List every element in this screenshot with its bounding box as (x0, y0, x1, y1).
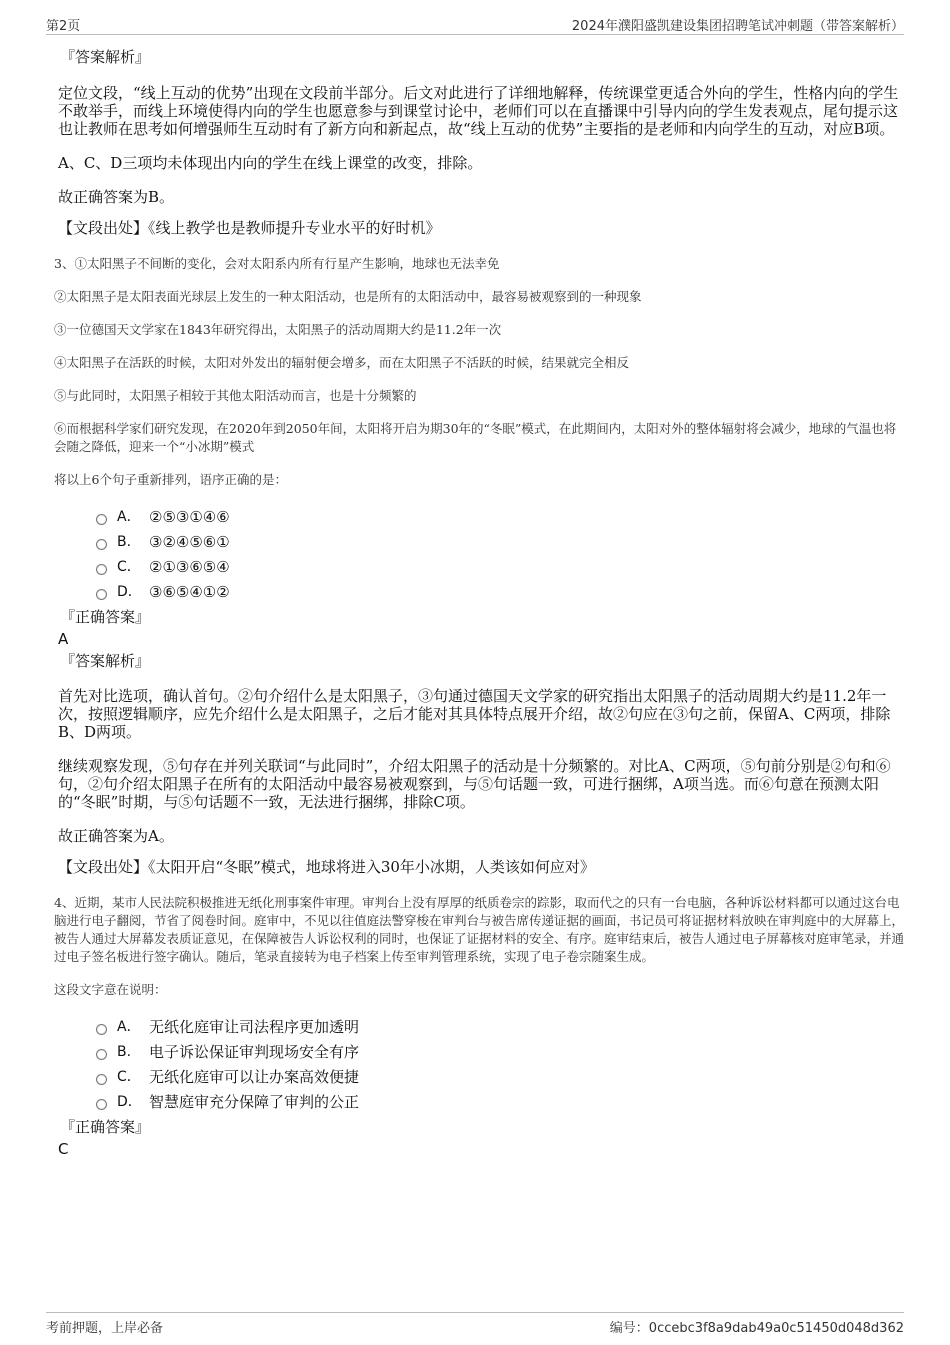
radio-icon[interactable] (96, 539, 107, 550)
option-text: ②①③⑥⑤④ (149, 558, 230, 576)
q2-analysis-p2: A、C、D三项均未体现出内向的学生在线上课堂的改变，排除。 (58, 154, 483, 172)
option-text: ②⑤③①④⑥ (149, 508, 230, 526)
radio-icon[interactable] (96, 1049, 107, 1060)
page-header (46, 12, 904, 35)
option-letter: A． (117, 1019, 141, 1035)
q3-analysis-p1: 首先对比选项，确认首句。②句介绍什么是太阳黑子，③句通过德国天文学家的研究指出太阳黑子的活动周期大约是11.2年一次，按照逻辑顺序，应先介绍什么是太阳黑子，之后才能对其具体特点展开介绍，故②句应在③句之前，保留A、C两项，排除B、D两项。 (58, 687, 891, 741)
option-letter: D． (117, 1094, 142, 1110)
q3-options (96, 505, 904, 605)
q3-source: 【文段出处】《太阳开启“冬眠”模式，地球将进入30年小冰期，人类该如何应对》 (58, 858, 595, 876)
q2-analysis-label: 『答案解析』 (60, 48, 151, 66)
q2-analysis-p3: 故正确答案为B。 (58, 188, 175, 206)
radio-icon[interactable] (96, 589, 107, 600)
q4-option-a[interactable] (96, 1015, 904, 1040)
option-text: 电子诉讼保证审判现场安全有序 (149, 1043, 360, 1061)
q3-sentence-6: ⑥而根据科学家们研究发现，在2020年到2050年间，太阳将开启为期30年的“冬眠”模式，在此期间内，太阳对外的整体辐射将会减少，地球的气温也将会随之降低，迎来一个“小冰期”模式 (54, 421, 897, 454)
q4-prompt: 这段文字意在说明： (54, 982, 167, 997)
document-title: 2024年濮阳盛凯建设集团招聘笔试冲刺题（带答案解析） (571, 19, 904, 34)
q4-option-d[interactable] (96, 1090, 904, 1115)
q3-answer-label: 『正确答案』 (60, 608, 151, 626)
q3-analysis-p2: 继续观察发现，⑤句存在并列关联词“与此同时”，介绍太阳黑子的活动是十分频繁的。对比A、C两项，⑤句前分别是②句和⑥句，②句介绍太阳黑子在所有的太阳活动中最容易被观察到，与⑤句话题一致，可进行捆绑，A项当选。而⑥句意在预测太阳的“冬眠”时期，与⑤句话题不一致，无法进行捆绑，排除C项。 (58, 757, 891, 811)
q3-sentence-5: ⑤与此同时，太阳黑子相较于其他太阳活动而言，也是十分频繁的 (54, 388, 417, 403)
q3-sentence-2: ②太阳黑子是太阳表面光球层上发生的一种太阳活动，也是所有的太阳活动中，最容易被观察到的一种现象 (54, 289, 642, 304)
option-text: ③⑥⑤④①② (149, 583, 230, 601)
option-letter: D． (117, 584, 142, 600)
q3-option-d[interactable] (96, 580, 904, 605)
q2-analysis-p1: 定位文段，“线上互动的优势”出现在文段前半部分。后文对此进行了详细地解释，传统课堂更适合外向的学生，性格内向的学生不敢举手，而线上环境使得内向的学生也愿意参与到课堂讨论中，老师们可以在直播课中引导内向的学生发表观点，尾句提示这也让教师在思考如何增强师生互动时有了新方向和新起点，故“线上互动的优势”主要指的是老师和内向学生的互动，对应B项。 (58, 84, 899, 138)
q3-analysis-p3: 故正确答案为A。 (58, 827, 174, 845)
q3-sentence-4: ④太阳黑子在活跃的时候，太阳对外发出的辐射便会增多，而在太阳黑子不活跃的时候，结果就完全相反 (54, 355, 630, 370)
radio-icon[interactable] (96, 1024, 107, 1035)
option-letter: B. (117, 534, 132, 550)
page-content (54, 44, 904, 1159)
option-letter: C． (117, 1069, 141, 1085)
option-letter: B. (117, 1044, 132, 1060)
q4-text: 4、近期，某市人民法院积极推进无纸化刑事案件审理。审判台上没有厚厚的纸质卷宗的踪影，取而代之的只有一台电脑，各种诉讼材料都可以通过这台电脑进行电子翻阅，节省了阅卷时间。庭审中，不见以往值庭法警穿梭在审判台与被告席传递证据的画面，书记员可将证据材料放映在审判庭中的大屏幕上，被告人通过大屏幕发表质证意见，在保障被告人诉讼权利的同时，也保证了证据材料的安全、有序。庭审结束后，被告人通过电子屏幕核对庭审笔录，并通过电子签名板进行签字确认。随后，笔录直接转为电子档案上传至审判管理系统，实现了电子卷宗随案生成。 (54, 895, 905, 964)
footer-slogan: 考前押题，上岸必备 (46, 1321, 164, 1336)
q3-option-b[interactable] (96, 530, 904, 555)
q3-option-c[interactable] (96, 555, 904, 580)
page-footer (46, 1312, 904, 1337)
option-text: 智慧庭审充分保障了审判的公正 (149, 1093, 360, 1111)
q3-sentence-3: ③一位德国天文学家在1843年研究得出，太阳黑子的活动周期大约是11.2年一次 (54, 322, 502, 337)
q3-answer: A (58, 630, 69, 648)
q3-sentence-1: 3、①太阳黑子不间断的变化，会对太阳系内所有行星产生影响，地球也无法幸免 (54, 256, 500, 271)
q4-options (96, 1015, 904, 1115)
q4-answer-label: 『正确答案』 (60, 1118, 151, 1136)
radio-icon[interactable] (96, 564, 107, 575)
option-text: 无纸化庭审可以让办案高效便捷 (149, 1068, 360, 1086)
radio-icon[interactable] (96, 1074, 107, 1085)
radio-icon[interactable] (96, 514, 107, 525)
q4-answer: C (58, 1140, 69, 1158)
option-letter: A． (117, 509, 141, 525)
q4-option-c[interactable] (96, 1065, 904, 1090)
option-text: ③②④⑤⑥① (149, 533, 230, 551)
q3-prompt: 将以上6个句子重新排列，语序正确的是： (54, 472, 287, 487)
option-text: 无纸化庭审让司法程序更加透明 (149, 1018, 360, 1036)
q4-option-b[interactable] (96, 1040, 904, 1065)
document-id: 编号：0ccebc3f8a9dab49a0c51450d048d362 (609, 1321, 904, 1336)
q3-option-a[interactable] (96, 505, 904, 530)
radio-icon[interactable] (96, 1099, 107, 1110)
q2-source: 【文段出处】《线上教学也是教师提升专业水平的好时机》 (58, 219, 441, 237)
q3-analysis-label: 『答案解析』 (60, 652, 151, 670)
page-number: 第2页 (46, 19, 81, 34)
option-letter: C． (117, 559, 141, 575)
